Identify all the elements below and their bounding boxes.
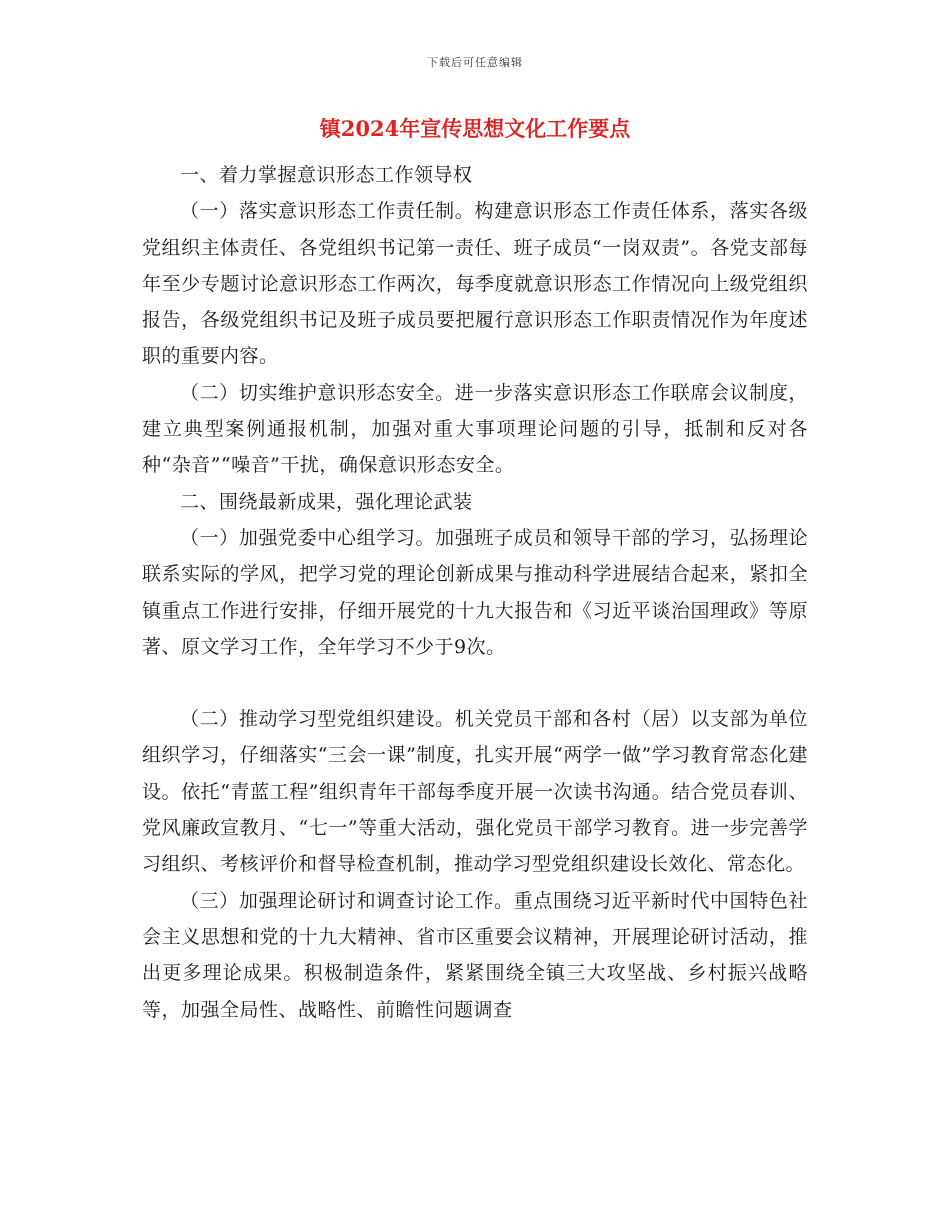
body-paragraph: （三）加强理论研讨和调查讨论工作。重点围绕习近平新时代中国特色社会主义思想和党的十九大精神、省市区重要会议精神，开展理论研讨活动，推出更多理论成果。积极制造条件，紧紧围绕全镇三大攻坚战、乡村振兴战略等，加强全局性、战略性、前瞻性问题调查 xyxy=(142,889,808,1021)
body-paragraph: （一）加强党委中心组学习。加强班子成员和领导干部的学习，弘扬理论联系实际的学风，把学习党的理论创新成果与推动科学进展结合起来，紧扣全镇重点工作进行安排，仔细开展党的十九大报告和《习近平谈治国理政》等原著、原文学习工作，全年学习不少于9次。 xyxy=(142,526,808,658)
section-heading-2: 二、围绕最新成果，强化理论武装 xyxy=(180,490,473,513)
page-header-note: 下载后可任意编辑 xyxy=(427,56,523,69)
body-paragraph: （一）落实意识形态工作责任制。构建意识形态工作责任体系，落实各级党组织主体责任、各党组织书记第一责任、班子成员“一岗双责”。各党支部每年至少专题讨论意识形态工作两次，每季度就意识形态工作情况向上级党组织报告，各级党组织书记及班子成员要把履行意识形态工作职责情况作为年度述职的重要内容。 xyxy=(142,200,808,368)
section-heading-1: 一、着力掌握意识形态工作领导权 xyxy=(180,164,473,186)
body-paragraph: （二）切实维护意识形态安全。进一步落实意识形态工作联席会议制度，建立典型案例通报机制，加强对重大事项理论问题的引导，抵制和反对各种“杂音”“噪音”干扰，确保意识形态安全。 xyxy=(142,381,808,477)
body-paragraph: （二）推动学习型党组织建设。机关党员干部和各村（居）以支部为单位组织学习，仔细落实“三会一课”制度，扎实开展“两学一做”学习教育常态化建设。依托“青蓝工程”组织青年干部每季度开展一次读书沟通。结合党员春训、党风廉政宣教月、“七一”等重大活动，强化党员干部学习教育。进一步完善学习组织、考核评价和督导检查机制，推动学习型党组织建设长效化、常态化。 xyxy=(142,708,808,876)
document-title: 镇2024年宣传思想文化工作要点 xyxy=(319,116,631,141)
document-body xyxy=(142,157,808,1028)
